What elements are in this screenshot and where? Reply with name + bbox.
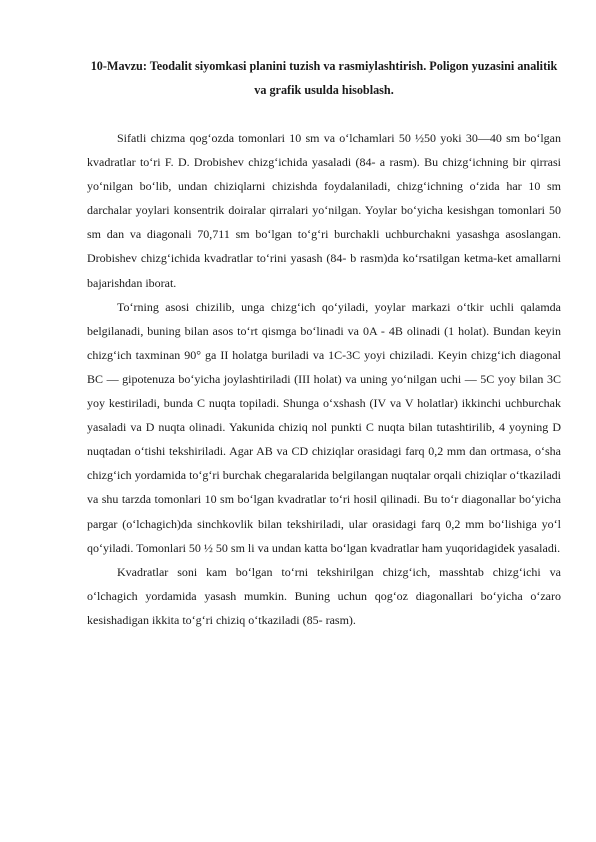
document-page bbox=[87, 54, 561, 632]
paragraph-3: Kvadratlar soni kam bo‘lgan to‘rni tekshirilgan chizg‘ich, masshtab chizg‘ichi va o‘lchagich yordamida yasash mumkin. Buning uchun qog‘oz diagonallari bo‘yicha o‘zaro kesishadigan ikkita to‘g‘ri chiziq o‘tkaziladi (85- rasm). bbox=[87, 564, 561, 627]
paragraph-1: Sifatli chizma qog‘ozda tomonlari 10 sm va o‘lchamlari 50 ½50 yoki 30—40 sm bo‘lgan kvadratlar to‘ri F. D. Drobishev chizg‘ichida yasaladi (84- a rasm). Bu chizg‘ichning bir qirrasi yo‘nilgan bo‘lib, undan chiziqlarni chizishda foydalaniladi, chizg‘ichning o‘zida har 10 sm darchalar yoylari konsentrik doiralar qirralari yo‘nilgan. Yoylar bo‘yicha kesishgan tomonlari 50 sm dan va diagonali 70,711 sm bo‘lgan to‘g‘ri burchakli uchburchakni yasashga asoslangan. Drobishev chizg‘ichida kvadratlar to‘rini yasash (84- b rasm)da ko‘rsatilgan ketma-ket amallarni bajarishdan iborat. bbox=[87, 131, 561, 290]
paragraph-2: To‘rning asosi chizilib, unga chizg‘ich qo‘yiladi, yoylar markazi o‘tkir uchli qalamda belgilanadi, buning bilan asos to‘rt qismga bo‘linadi va 0A - 4B olinadi (1 holat). Bundan keyin chizg‘ich taxminan 90° ga II holatga buriladi va 1C-3C yoyi chiziladi. Keyin chizg‘ich diagonal BC — gipotenuza bo‘yicha joylashtiriladi (III holat) va uning yo‘nilgan uchi — 5C yoy bilan 3C yoy kestiriladi, bunda C nuqta topiladi. Shunga o‘xshash (IV va V holatlar) ikkinchi uchburchak yasaladi va D nuqta olinadi. Yakunida chiziq nol punkti C nuqta bilan tutashtirilib, 4 yoyning D nuqtadan o‘tishi tekshiriladi. Agar AB va CD chiziqlar orasidagi farq 0,2 mm dan ortmasa, o‘sha chizg‘ich yordamida to‘g‘ri burchak chegaralarida belgilangan nuqtalar orqali chiziqlar o‘tkaziladi va shu tarzda tomonlari 10 sm bo‘lgan kvadratlar to‘ri hosil qilinadi. Bu to‘r diagonallar bo‘yicha pargar (o‘lchagich)da sinchkovlik bilan tekshiriladi, ular orasidagi farq 0,2 mm bo‘lishiga yo‘l qo‘yiladi. Tomonlari 50 ½ 50 sm li va undan katta bo‘lgan kvadratlar ham yuqoridagidek yasaladi. bbox=[87, 299, 561, 555]
document-title: 10-Mavzu: Teodalit siyomkasi planini tuzish va rasmiylashtirish. Poligon yuzasini analitik va grafik usulda hisoblash. bbox=[90, 59, 558, 97]
